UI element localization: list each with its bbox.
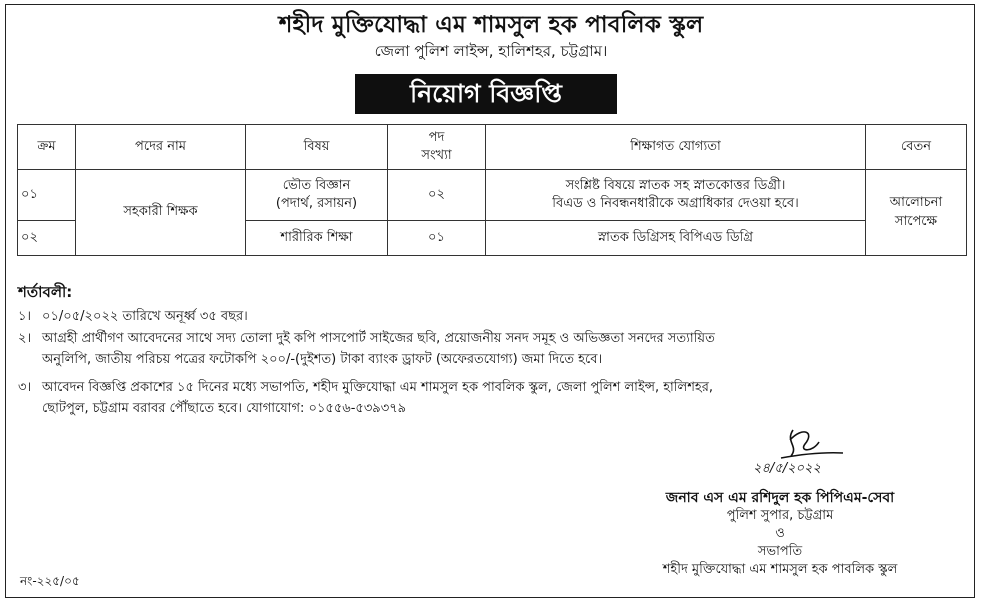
qualification-line: বিএড ও নিবন্ধনধারীকে অগ্রাধিকার দেওয়া হবে।	[552, 196, 799, 211]
row-serial: ০২	[18, 221, 76, 256]
row-qualification: স্নাতক ডিগ্রিসহ বিপিএড ডিগ্রি	[486, 221, 866, 256]
table-header-row	[18, 125, 967, 170]
conditions-heading: শর্তাবলী:	[18, 283, 73, 301]
signatory-institution: শহীদ মুক্তিযোদ্ধা এম শামসুল হক পাবলিক স্কুল	[662, 562, 898, 577]
condition-text: ০১/০৫/২০২২ তারিখে অনূর্ধ্ব ৩৫ বছর।	[42, 309, 248, 324]
signatory-designation: পুলিশ সুপার, চট্টগ্রাম	[726, 508, 834, 523]
signatory-name: জনাব এস এম রশিদুল হক পিপিএম-সেবা	[665, 490, 895, 506]
subject-line: ভৌত বিজ্ঞান	[282, 177, 351, 193]
row-qualification	[486, 170, 866, 221]
row-post-count: ০১	[388, 221, 486, 256]
signatory-conjunction: ও	[775, 526, 785, 541]
condition-text: আবেদন বিজ্ঞপ্তি প্রকাশের ১৫ দিনের মধ্যে সভাপতি, শহীদ মুক্তিযোদ্ধা এম শামসুল হক পাবলিক স্কুল, জেলা পুলিশ লাইন্স, হালিশহর,	[42, 380, 714, 395]
header-post-count-line2: সংখ্যা	[421, 148, 452, 163]
header-serial: ক্রম	[18, 125, 76, 170]
header-post-name: পদের নাম	[76, 125, 246, 170]
reference-number: নং-২২৫/০৫	[20, 574, 80, 588]
notice-title: নিয়োগ বিজ্ঞপ্তি	[355, 74, 617, 114]
condition-text: ছোটপুল, চট্টগ্রাম বরাবর পৌঁছাতে হবে। যোগাযোগ: ০১৫৫৬-৫৩৯৩৭৯	[42, 401, 407, 416]
salary	[866, 170, 967, 256]
signatory-role: সভাপতি	[757, 544, 803, 559]
vacancy-table	[17, 124, 967, 256]
school-name: শহীদ মুক্তিযোদ্ধা এম শামসুল হক পাবলিক স্কুল	[278, 12, 704, 38]
condition-item	[18, 377, 963, 419]
row-serial: ০১	[18, 170, 76, 221]
row-subject: শারীরিক শিক্ষা	[246, 221, 388, 256]
school-address: জেলা পুলিশ লাইন্স, হালিশহর, চট্টগ্রাম।	[374, 42, 608, 60]
row-post-count: ০২	[388, 170, 486, 221]
condition-number: ৩।	[18, 380, 32, 395]
condition-item	[18, 328, 963, 370]
signatory-block	[600, 489, 960, 579]
header-qualification: শিক্ষাগত যোগ্যতা	[486, 125, 866, 170]
header-salary: বেতন	[866, 125, 967, 170]
salary-line: আলোচনা	[889, 195, 943, 211]
table-row	[18, 170, 967, 221]
handwritten-signature	[733, 422, 893, 484]
condition-text: অনুলিপি, জাতীয় পরিচয় পত্রের ফটোকপি ২০০/-(দুইশত) টাকা ব্যাংক ড্রাফট (অফেরতযোগ্য) জমা দিতে হবে।	[42, 352, 603, 367]
header-subject: বিষয়	[246, 125, 388, 170]
condition-number: ১।	[18, 309, 32, 324]
row-subject	[246, 170, 388, 221]
post-name: সহকারী শিক্ষক	[76, 170, 246, 256]
header-post-count-line1: পদ	[428, 129, 445, 145]
salary-line: সাপেক্ষে	[894, 213, 938, 229]
condition-item	[18, 306, 963, 327]
header-post-count	[388, 125, 486, 170]
condition-text: আগ্রহী প্রার্থীগণ আবেদনের সাথে সদ্য তোলা দুই কপি পাসপোর্ট সাইজের ছবি, প্রয়োজনীয় সনদ সমূহ ও অভিজ্ঞতা সনদের সত্যায়িত	[42, 331, 715, 346]
subject-line: (পদার্থ, রসায়ন)	[275, 196, 358, 211]
condition-number: ২।	[18, 331, 32, 346]
signature-date: ২৪/৫/২০২২	[753, 461, 821, 476]
qualification-line: সংশ্লিষ্ট বিষয়ে স্নাতক সহ স্নাতকোত্তর ডিগ্রী।	[565, 177, 786, 193]
